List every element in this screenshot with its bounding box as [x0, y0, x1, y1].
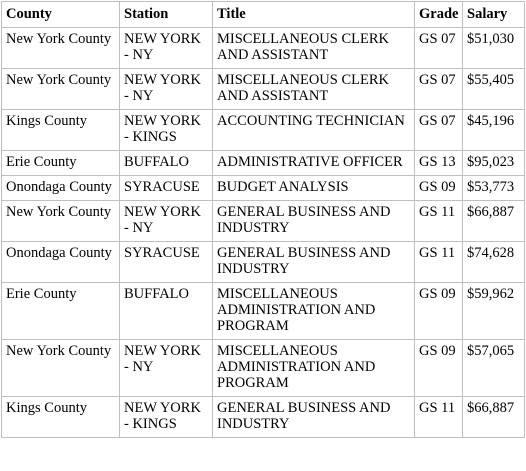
cell-salary: $53,773 [463, 176, 525, 201]
cell-title: GENERAL BUSINESS AND INDUSTRY [213, 242, 415, 283]
cell-station: NEW YORK - NY [120, 28, 213, 69]
cell-county: Kings County [2, 397, 120, 438]
cell-county: New York County [2, 28, 120, 69]
cell-salary: $45,196 [463, 110, 525, 151]
cell-grade: GS 09 [415, 176, 463, 201]
cell-grade: GS 11 [415, 242, 463, 283]
cell-county: New York County [2, 201, 120, 242]
cell-title: BUDGET ANALYSIS [213, 176, 415, 201]
cell-salary: $95,023 [463, 151, 525, 176]
cell-station: NEW YORK - NY [120, 201, 213, 242]
cell-title: GENERAL BUSINESS AND INDUSTRY [213, 201, 415, 242]
cell-grade: GS 07 [415, 110, 463, 151]
cell-grade: GS 09 [415, 283, 463, 340]
salary-table [1, 1, 525, 438]
table-row [2, 151, 525, 176]
table-container [1, 1, 525, 438]
cell-salary: $57,065 [463, 340, 525, 397]
table-row [2, 110, 525, 151]
cell-county: Erie County [2, 283, 120, 340]
cell-grade: GS 09 [415, 340, 463, 397]
table-row [2, 176, 525, 201]
table-row [2, 28, 525, 69]
cell-county: Onondaga County [2, 176, 120, 201]
cell-title: ACCOUNTING TECHNICIAN [213, 110, 415, 151]
table-row [2, 340, 525, 397]
cell-title: MISCELLANEOUS CLERK AND ASSISTANT [213, 28, 415, 69]
cell-county: Erie County [2, 151, 120, 176]
header-salary: Salary [463, 2, 525, 28]
cell-station: SYRACUSE [120, 242, 213, 283]
cell-grade: GS 11 [415, 201, 463, 242]
cell-station: BUFFALO [120, 283, 213, 340]
cell-station: SYRACUSE [120, 176, 213, 201]
cell-salary: $59,962 [463, 283, 525, 340]
table-row [2, 283, 525, 340]
cell-county: New York County [2, 340, 120, 397]
cell-title: MISCELLANEOUS ADMINISTRATION AND PROGRAM [213, 340, 415, 397]
cell-grade: GS 13 [415, 151, 463, 176]
cell-station: NEW YORK - NY [120, 69, 213, 110]
cell-county: New York County [2, 69, 120, 110]
cell-grade: GS 11 [415, 397, 463, 438]
table-row [2, 69, 525, 110]
cell-station: BUFFALO [120, 151, 213, 176]
table-row [2, 242, 525, 283]
cell-title: MISCELLANEOUS ADMINISTRATION AND PROGRAM [213, 283, 415, 340]
cell-salary: $66,887 [463, 397, 525, 438]
cell-county: Kings County [2, 110, 120, 151]
cell-station: NEW YORK - NY [120, 340, 213, 397]
cell-title: GENERAL BUSINESS AND INDUSTRY [213, 397, 415, 438]
header-title: Title [213, 2, 415, 28]
table-row [2, 397, 525, 438]
cell-title: MISCELLANEOUS CLERK AND ASSISTANT [213, 69, 415, 110]
cell-station: NEW YORK - KINGS [120, 110, 213, 151]
cell-station: NEW YORK - KINGS [120, 397, 213, 438]
cell-salary: $74,628 [463, 242, 525, 283]
cell-salary: $55,405 [463, 69, 525, 110]
header-station: Station [120, 2, 213, 28]
header-grade: Grade [415, 2, 463, 28]
cell-salary: $51,030 [463, 28, 525, 69]
cell-grade: GS 07 [415, 69, 463, 110]
header-county: County [2, 2, 120, 28]
cell-title: ADMINISTRATIVE OFFICER [213, 151, 415, 176]
table-row [2, 201, 525, 242]
cell-county: Onondaga County [2, 242, 120, 283]
cell-salary: $66,887 [463, 201, 525, 242]
cell-grade: GS 07 [415, 28, 463, 69]
table-header-row [2, 2, 525, 28]
